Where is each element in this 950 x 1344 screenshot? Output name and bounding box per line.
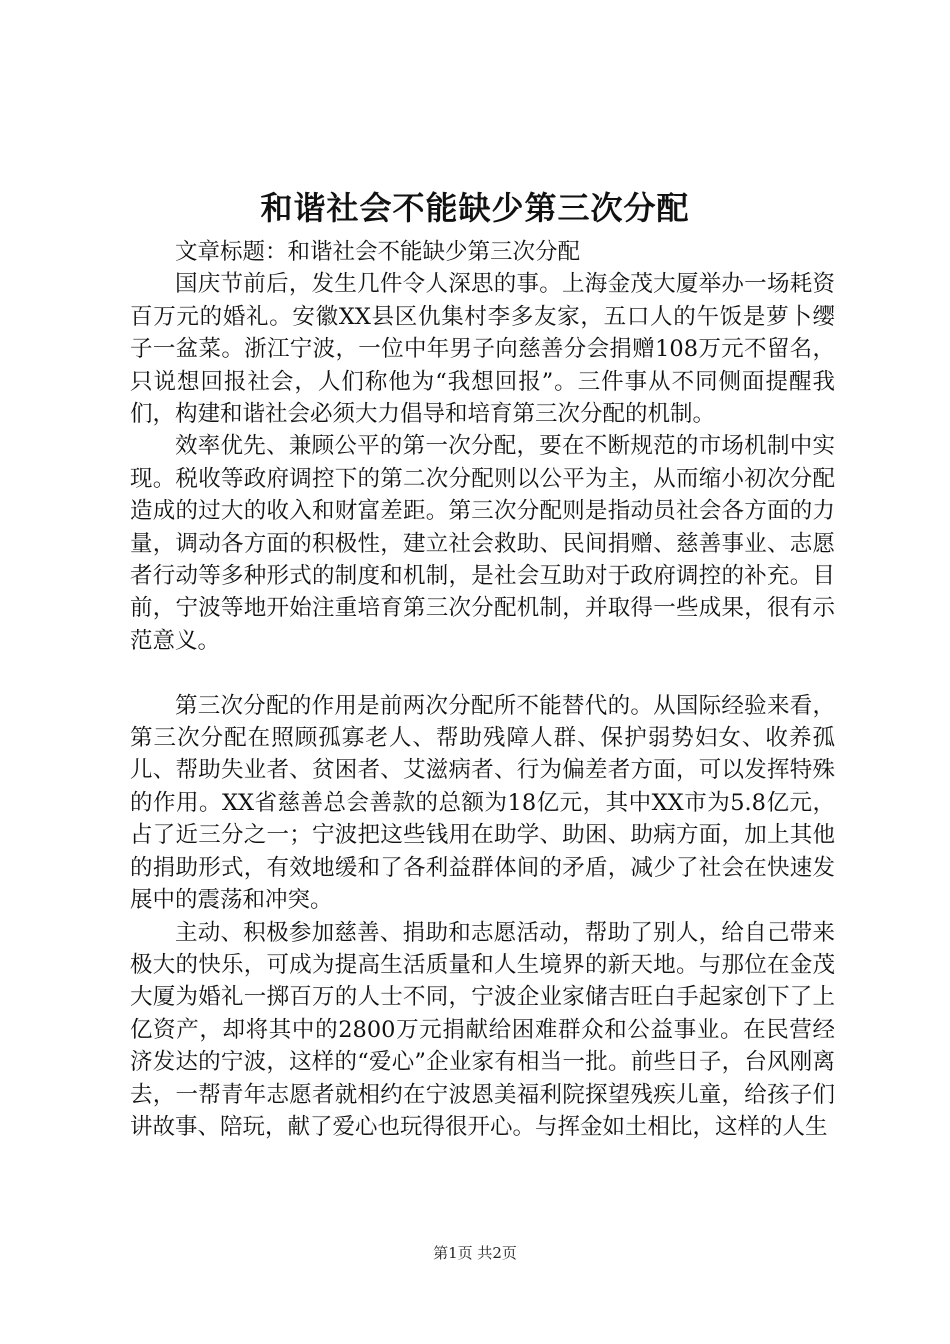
document-title: 和谐社会不能缺少第三次分配	[260, 189, 690, 227]
article-title-line: 文章标题：和谐社会不能缺少第三次分配	[175, 239, 581, 265]
page-footer: 第1页 共2页	[433, 1244, 517, 1262]
paragraph: 主动、积极参加慈善、捐助和志愿活动，帮助了别人，给自己带来极大的快乐，可成为提高生活质量和人生境界的新天地。与那位在金茂大厦为婚礼一掷百万的人士不同，宁波企业家储吉旺白手起家创下了上亿资产，却将其中的2800万元捐献给困难群众和公益事业。在民营经济发达的宁波，这样的“爱心”企业家有相当一批。前些日子，台风刚离去，一帮青年志愿者就相约在宁波恩美福利院探望残疾儿童，给孩子们讲故事、陪玩，献了爱心也玩得很开心。与挥金如土相比，这样的人生	[130, 919, 835, 1140]
paragraph: 第三次分配的作用是前两次分配所不能替代的。从国际经验来看，第三次分配在照顾孤寡老人、帮助残障人群、保护弱势妇女、收养孤儿、帮助失业者、贫困者、艾滋病者、行为偏差者方面，可以发挥特殊的作用。XX省慈善总会善款的总额为18亿元，其中XX市为5.8亿元，占了近三分之一；宁波把这些钱用在助学、助困、助病方面，加上其他的捐助形式，有效地缓和了各利益群体间的矛盾，减少了社会在快速发展中的震荡和冲突。	[130, 692, 835, 914]
document-body	[130, 236, 835, 1143]
paragraph: 国庆节前后，发生几件令人深思的事。上海金茂大厦举办一场耗资百万元的婚礼。安徽XX县区仇集村李多友家，五口人的午饭是萝卜缨子一盆菜。浙江宁波，一位中年男子向慈善分会捐赠108万元不留名，只说想回报社会，人们称他为“我想回报”。三件事从不同侧面提醒我们，构建和谐社会必须大力倡导和培育第三次分配的机制。	[130, 271, 835, 428]
paragraph: 效率优先、兼顾公平的第一次分配，要在不断规范的市场机制中实现。税收等政府调控下的第二次分配则以公平为主，从而缩小初次分配造成的过大的收入和财富差距。第三次分配则是指动员社会各方面的力量，调动各方面的积极性，建立社会救助、民间捐赠、慈善事业、志愿者行动等多种形式的制度和机制，是社会互助对于政府调控的补充。目前，宁波等地开始注重培育第三次分配机制，并取得一些成果，很有示范意义。	[130, 433, 835, 654]
